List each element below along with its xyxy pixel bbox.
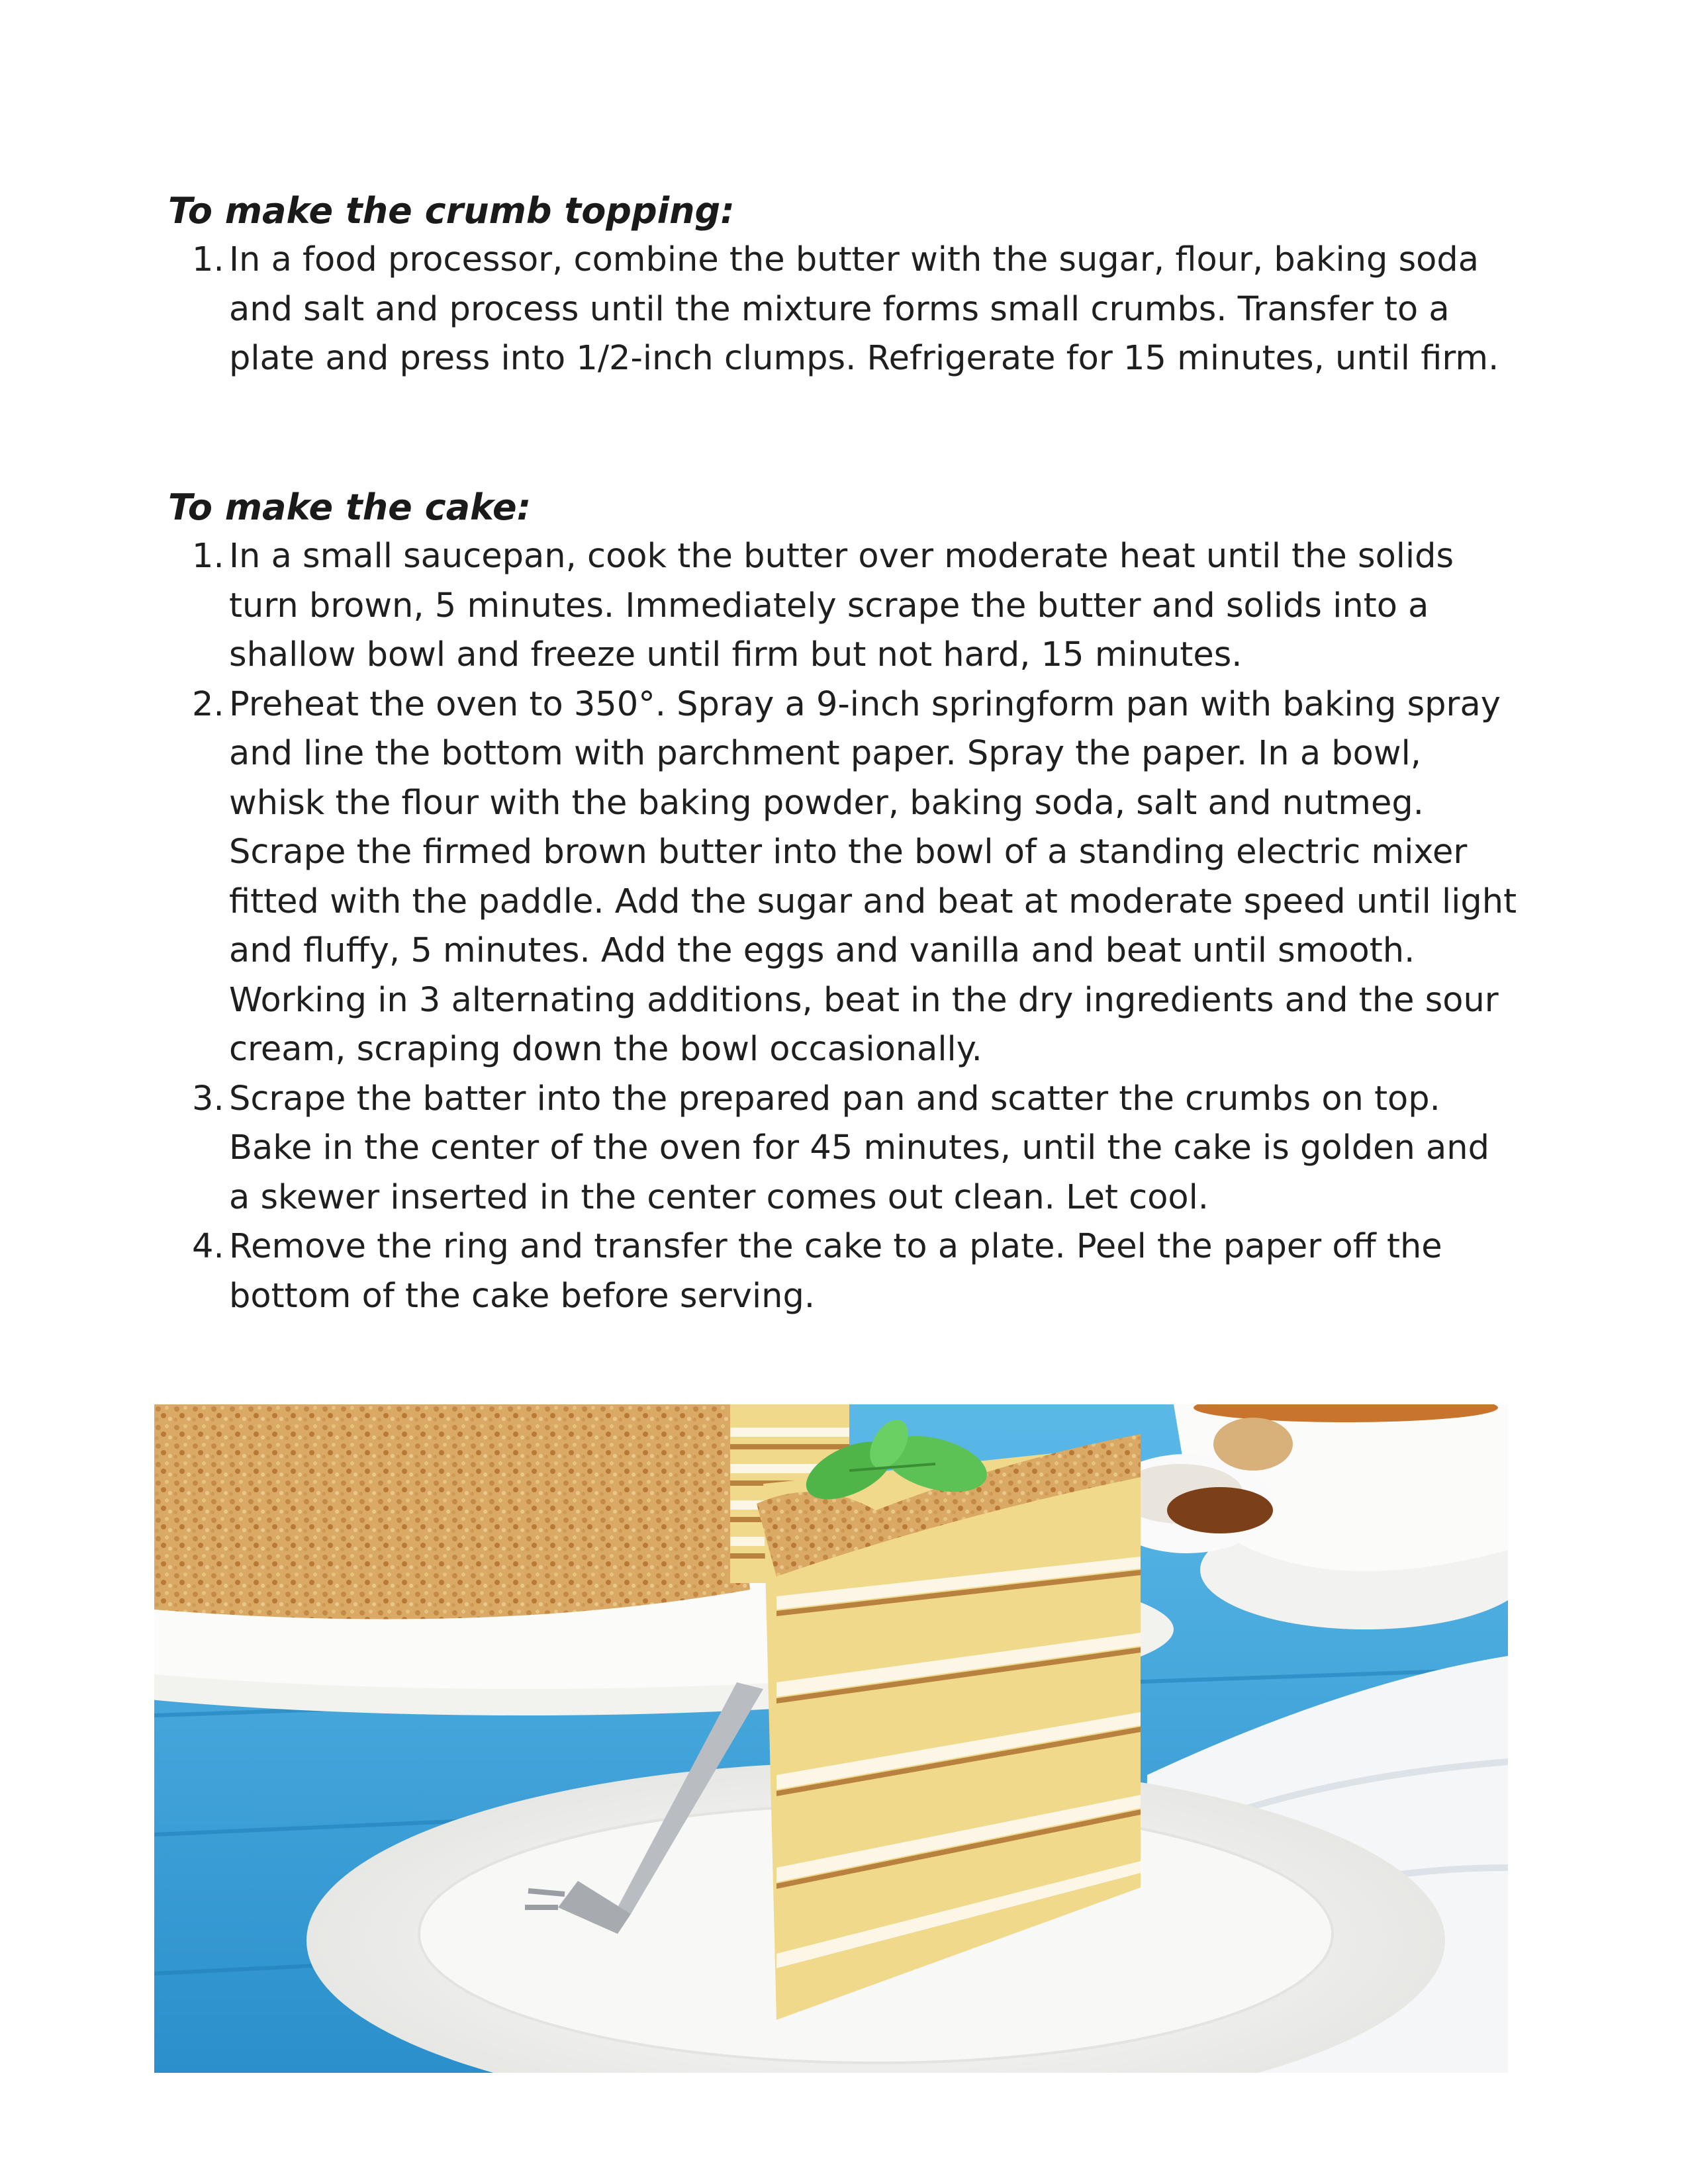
cake-slice-photo [154, 1404, 1508, 2073]
step-text: Remove the ring and transfer the cake to a plate. Peel the paper off the bottom of the cake before serving. [229, 1227, 1442, 1316]
step-number: 2. [192, 684, 224, 724]
step-text: Scrape the batter into the prepared pan and scatter the crumbs on top. Bake in the center of the oven for 45 minutes, until the cake is golden and a skewer inserted in the center comes out clean. Let cool. [229, 1079, 1489, 1217]
step-text: In a food processor, combine the butter with the sugar, flour, baking soda and salt and process until the mixture forms small crumbs. Transfer to a plate and press into 1/2-inch clumps. Refrigerate for 15 minutes, until firm. [229, 240, 1499, 378]
step-number: 1. [192, 240, 224, 279]
step-number: 4. [192, 1227, 224, 1266]
crumb-step-1 [168, 236, 1519, 384]
crumb-topping-section [168, 187, 1519, 384]
step-text: Preheat the oven to 350°. Spray a 9-inch springform pan with baking spray and line the bottom with parchment paper. Spray the paper. In a bowl, whisk the flour with the baking powder, baking soda, salt and nutmeg. Scrape the firmed brown butter into the bowl of a standing electric mixer fitted with the paddle. Add the sugar and beat at moderate speed until light and fluffy, 5 minutes. Add the eggs and vanilla and beat until smooth. Working in 3 alternating additions, beat in the dry ingredients and the sour cream, scraping down the bowl occasionally. [229, 684, 1517, 1069]
crumb-topping-steps [168, 236, 1519, 384]
step-number: 3. [192, 1079, 224, 1118]
cake-step-4 [168, 1222, 1519, 1321]
whole-cake [154, 1404, 750, 1619]
cake-steps [168, 532, 1519, 1321]
cake-step-1 [168, 532, 1519, 680]
cake-step-3 [168, 1075, 1519, 1223]
step-number: 1. [192, 537, 224, 576]
step-text: In a small saucepan, cook the butter over moderate heat until the solids turn brown, 5 minutes. Immediately scrape the butter and solids into a shallow bowl and freeze until firm but not hard, 15 minutes. [229, 537, 1454, 674]
cake-slice-illustration [154, 1404, 1508, 2073]
cake-heading: To make the cake: [168, 486, 532, 528]
crumb-topping-heading: To make the crumb topping: [168, 190, 735, 232]
cake-section [168, 483, 1519, 1321]
cake-step-2 [168, 680, 1519, 1075]
